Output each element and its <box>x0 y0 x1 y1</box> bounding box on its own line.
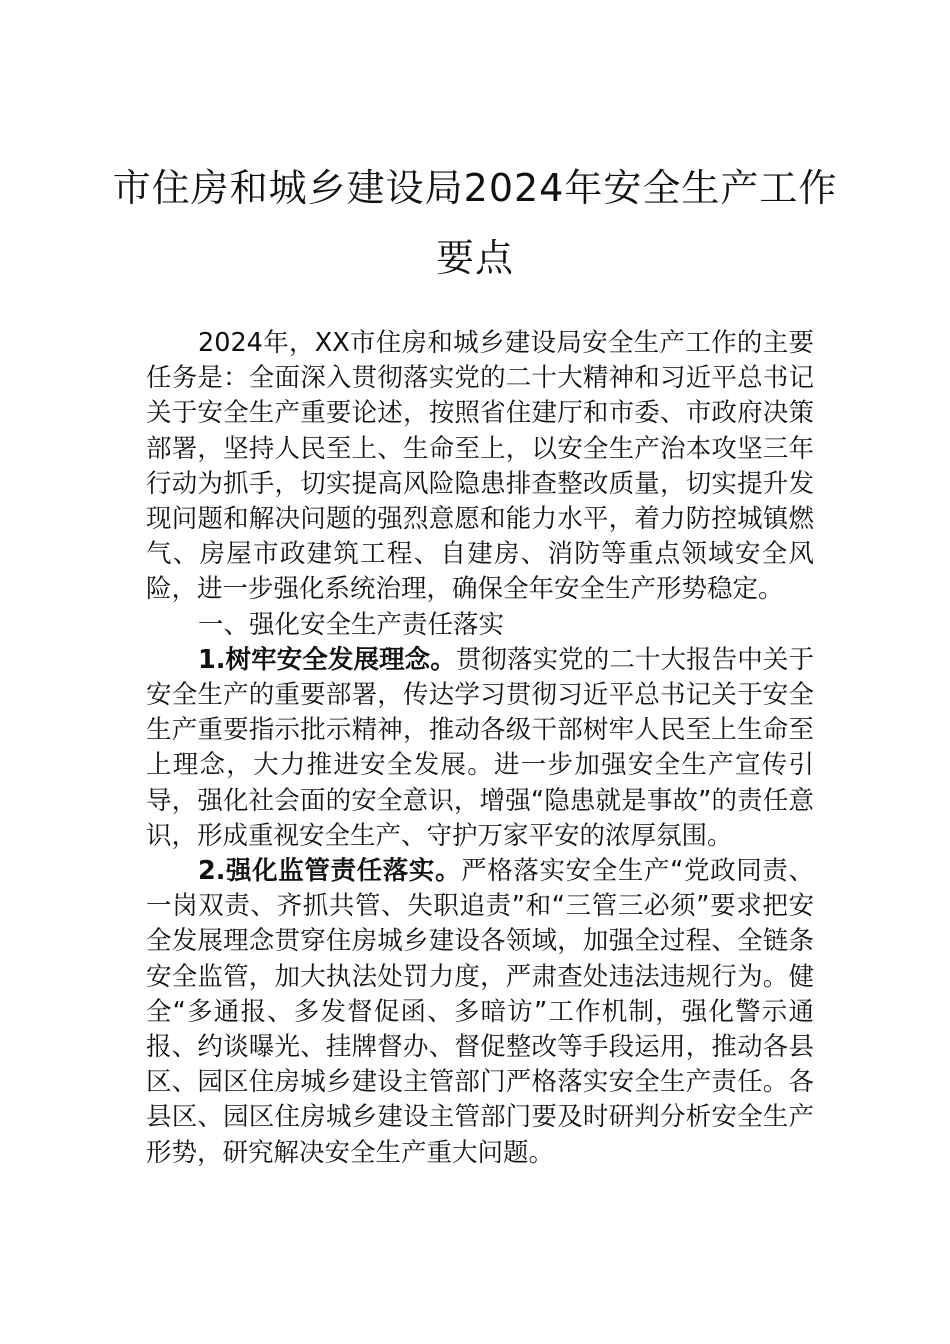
item-1-text: 贯彻落实党的二十大报告中关于安全生产的重要部署，传达学习贯彻习近平总书记关于安全生产重要指示批示精神，推动各级干部树牢人民至上生命至上理念，大力推进安全发展。进一步加强安全生产宣传引导，强化社会面的安全意识，增强“隐患就是事故”的责任意识，形成重视安全生产、守护万家平安的浓厚氛围。 <box>146 644 814 851</box>
document-title-line1: 市住房和城乡建设局2024年安全生产工作 <box>112 166 838 210</box>
item-2-text: 严格落实安全生产“党政同责、一岗双责、齐抓共管、失职追责”和“三管三必须”要求把安全发展理念贯穿住房城乡建设各领域，加强全过程、全链条安全监管，加大执法处罚力度，严肃查处违法违规行为。健全“多通报、多发督促函、多暗访”工作机制，强化警示通报、约谈曝光、挂牌督办、督促整改等手段运用，推动各县区、园区住房城乡建设主管部门严格落实安全生产责任。各县区、园区住房城乡建设主管部门要及时研判分析安全生产形势，研究解决安全生产重大问题。 <box>146 856 814 1168</box>
document-body <box>146 326 814 1171</box>
item-1-paragraph <box>146 643 814 854</box>
section-heading: 一、强化安全生产责任落实 <box>198 609 505 640</box>
document-title-line2: 要点 <box>435 236 514 280</box>
item-2-lead: 2.强化监管责任落实。 <box>198 856 462 887</box>
item-2-paragraph <box>146 854 814 1171</box>
item-1-lead: 1.树牢安全发展理念。 <box>198 644 456 675</box>
intro-paragraph: 2024年，XX市住房和城乡建设局安全生产工作的主要任务是：全面深入贯彻落实党的二十大精神和习近平总书记关于安全生产重要论述，按照省住建厅和市委、市政府决策部署，坚持人民至上、生命至上，以安全生产治本攻坚三年行动为抓手，切实提高风险隐患排查整改质量，切实提升发现问题和解决问题的强烈意愿和能力水平，着力防控城镇燃气、房屋市政建筑工程、自建房、消防等重点领域安全风险，进一步强化系统治理，确保全年安全生产形势稳定。 <box>146 328 814 605</box>
